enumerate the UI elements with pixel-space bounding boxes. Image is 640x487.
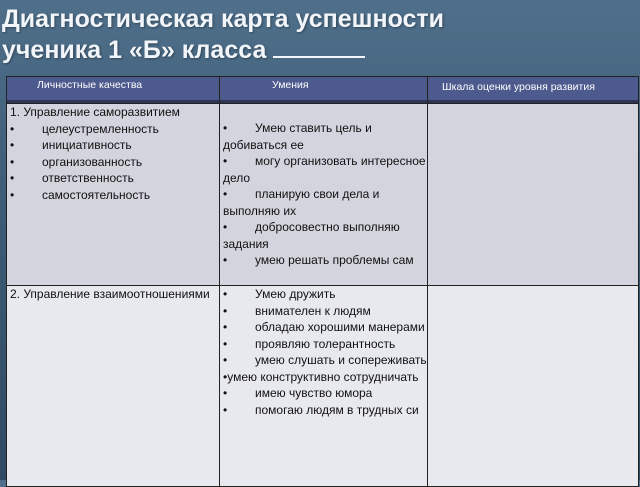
diagnostic-table xyxy=(6,76,639,487)
header-scale: Шкала оценки уровня развития xyxy=(428,77,639,104)
header-skills: Умения xyxy=(220,77,428,104)
row2-qualities-cell xyxy=(7,286,220,487)
list-item: • инициативность xyxy=(10,138,132,152)
table-row-1 xyxy=(7,104,639,286)
list-item: • обладаю хорошими манерами xyxy=(223,320,425,334)
row2-scale-cell[interactable] xyxy=(428,286,639,487)
list-item: • могу организовать интересное дело xyxy=(223,154,426,185)
list-item: • помогаю людям в трудных си xyxy=(223,402,419,417)
row1-group-title: 1. Управление саморазвитием xyxy=(10,105,180,119)
list-item: • самостоятельность xyxy=(10,187,151,202)
list-item: •умею конструктивно сотрудничать xyxy=(223,369,419,384)
row2-group-title: 2. Управление взаимоотношениями xyxy=(10,287,210,301)
list-item: • умею слушать и сопереживать xyxy=(223,353,427,367)
row2-skills xyxy=(220,286,427,418)
row1-scale-cell[interactable] xyxy=(428,104,639,286)
title-line-2-text: ученика 1 «Б» класса xyxy=(2,36,267,64)
list-item: • внимателен к людям xyxy=(223,303,371,318)
list-item: • планирую свои дела и выполняю их xyxy=(223,187,380,218)
title-blank xyxy=(273,36,365,58)
list-item: • организованность xyxy=(10,154,143,169)
list-item: • целеустремленность xyxy=(10,121,159,136)
list-item: • Умею дружить xyxy=(223,287,336,301)
table-header-row xyxy=(7,77,639,104)
row2-qualities xyxy=(7,286,219,303)
row2-skills-cell xyxy=(220,286,428,487)
row1-skills-cell xyxy=(220,104,428,286)
row1-qualities-cell xyxy=(7,104,220,286)
list-item: • Умею ставить цель и добиваться ее xyxy=(223,121,372,152)
row1-qualities xyxy=(7,104,219,203)
list-item: • имею чувство юмора xyxy=(223,386,373,400)
list-item: • проявляю толерантность xyxy=(223,336,396,351)
list-item: • умею решать проблемы сам xyxy=(223,253,414,267)
table-row-2 xyxy=(7,286,639,487)
title-line-1: Диагностическая карта успешности xyxy=(2,5,445,33)
list-item: • добросовестно выполняю задания xyxy=(223,220,400,251)
header-qualities: Личностные качества xyxy=(7,77,220,104)
page-title xyxy=(2,4,638,66)
list-item: • ответственность xyxy=(10,171,134,185)
row1-skills xyxy=(220,104,427,269)
title-line-2 xyxy=(2,35,638,66)
